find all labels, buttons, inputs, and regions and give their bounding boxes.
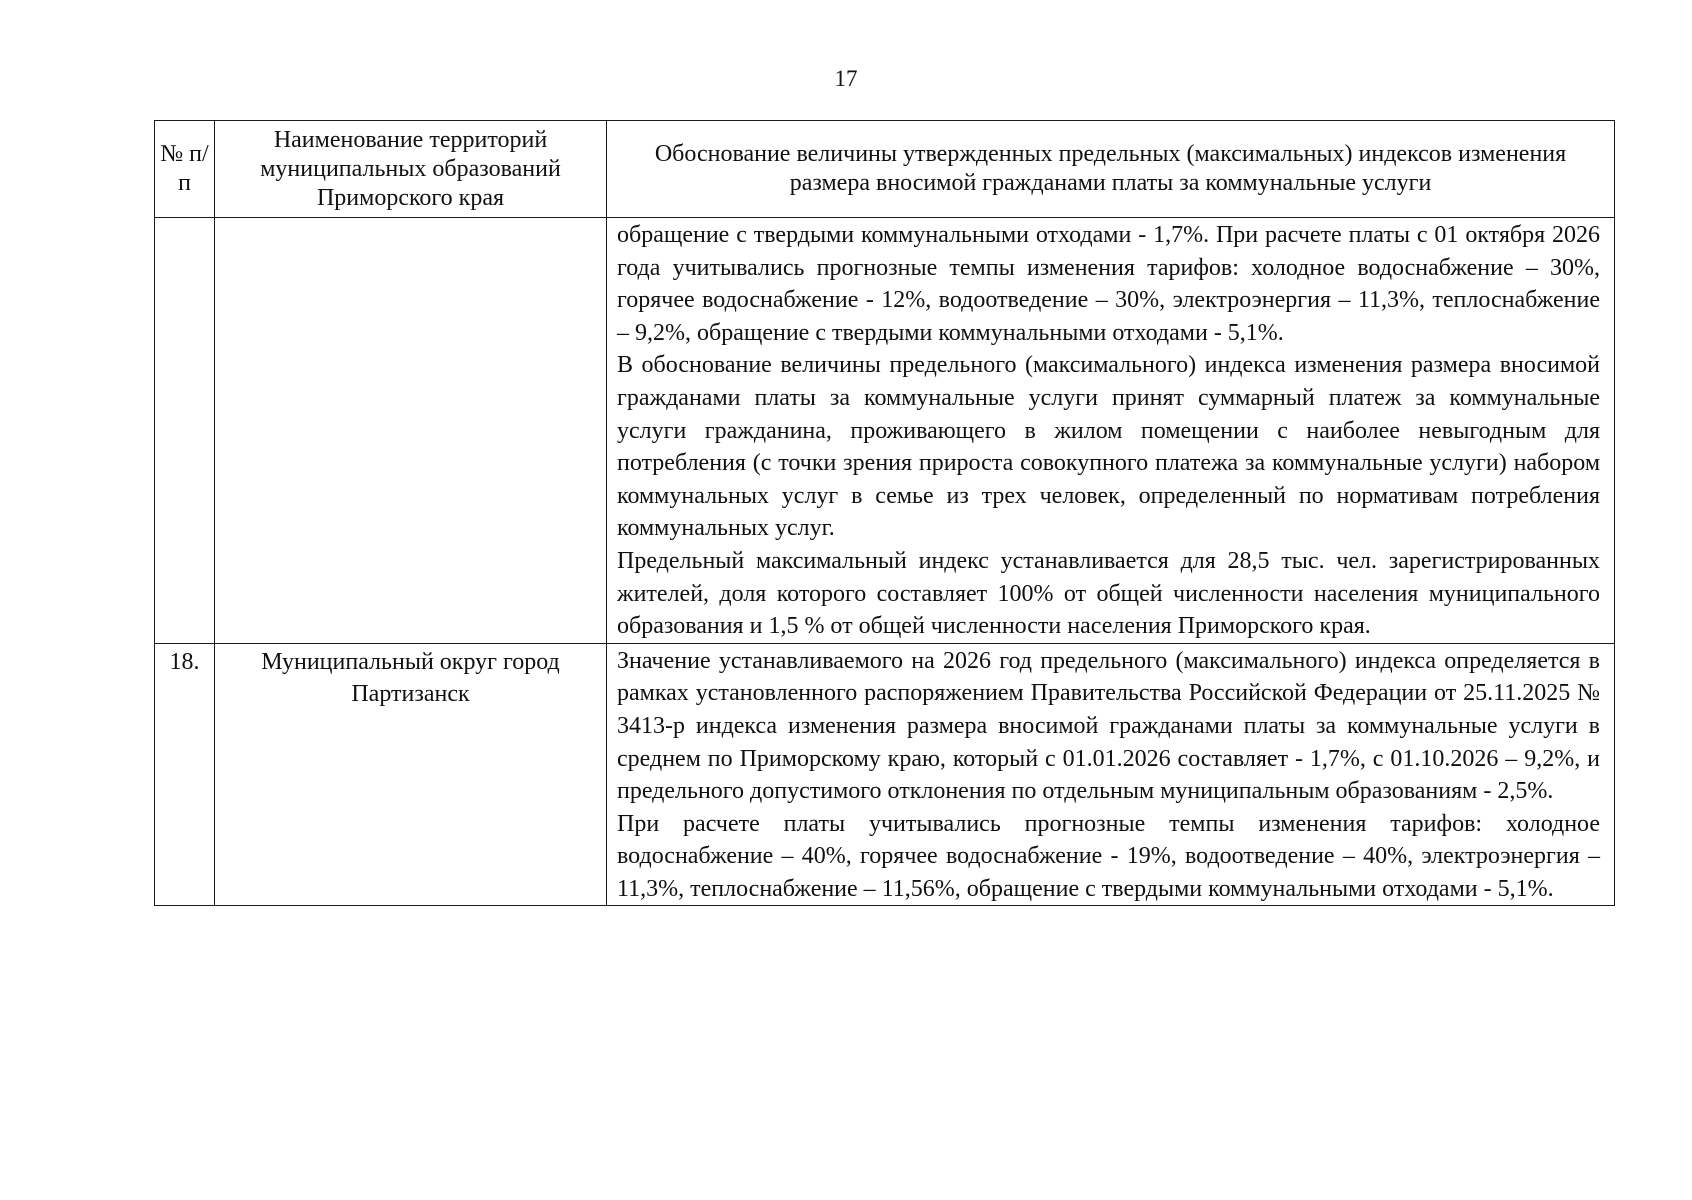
header-number: № п/п (155, 121, 215, 218)
row-territory-name: Муниципальный округ город Партизанск (215, 643, 607, 906)
header-justification: Обоснование величины утвержденных предельных (максимальных) индексов изменения размера вносимой гражданами платы за коммунальные услуги (607, 121, 1615, 218)
row-justification (607, 643, 1615, 906)
page-number: 17 (834, 66, 858, 91)
row-territory-name (215, 218, 607, 644)
justification-paragraph: Предельный максимальный индекс устанавливается для 28,5 тыс. чел. зарегистрированных жителей, доля которого составляет 100% от общей численности населения муниципального образования и 1,5 % от общей численности населения Приморского края. (617, 547, 1600, 640)
row-number: 18. (155, 643, 215, 906)
justification-paragraph: Значение устанавливаемого на 2026 год предельного (максимального) индекса определяется в рамках установленного распоряжением Правительства Российской Федерации от 25.11.2025 № 3413-р индекса изменения размера вносимой гражданами платы за коммунальные услуги в среднем по Приморскому краю, который с 01.01.2026 составляет - 1,7%, с 01.10.2026 – 9,2%, и предельного допустимого отклонения по отдельным муниципальным образованиям - 2,5%. (617, 647, 1600, 805)
row-justification (607, 218, 1615, 644)
table-header (155, 121, 1615, 218)
justification-paragraph: В обоснование величины предельного (максимального) индекса изменения размера вносимой гражданами платы за коммунальные услуги принят суммарный платеж за коммунальные услуги гражданина, проживающего в жилом помещении с наиболее невыгодным для потребления (с точки зрения прироста совокупного платежа за коммунальные услуги) набором коммунальных услуг в семье из трех человек, определенный по нормативам потребления коммунальных услуг. (617, 352, 1600, 542)
header-territory-name: Наименование территорий муниципальных образований Приморского края (215, 121, 607, 218)
table-body (155, 218, 1615, 906)
justification-paragraph: При расчете платы учитывались прогнозные темпы изменения тарифов: холодное водоснабжение – 40%, горячее водоснабжение - 19%, водоотведение – 40%, электроэнергия – 11,3%, теплоснабжение – 11,56%, обращение с твердыми коммунальными отходами - 5,1%. (617, 810, 1600, 902)
row-number (155, 218, 215, 644)
table-row (155, 643, 1615, 906)
header-row (155, 121, 1615, 218)
justification-table (154, 120, 1615, 906)
justification-paragraph: обращение с твердыми коммунальными отходами - 1,7%. При расчете платы с 01 октября 2026 года учитывались прогнозные темпы изменения тарифов: холодное водоснабжение – 30%, горячее водоснабжение - 12%, водоотведение – 30%, электроэнергия – 11,3%, теплоснабжение – 9,2%, обращение с твердыми коммунальными отходами - 5,1%. (617, 222, 1600, 346)
table-row (155, 218, 1615, 644)
